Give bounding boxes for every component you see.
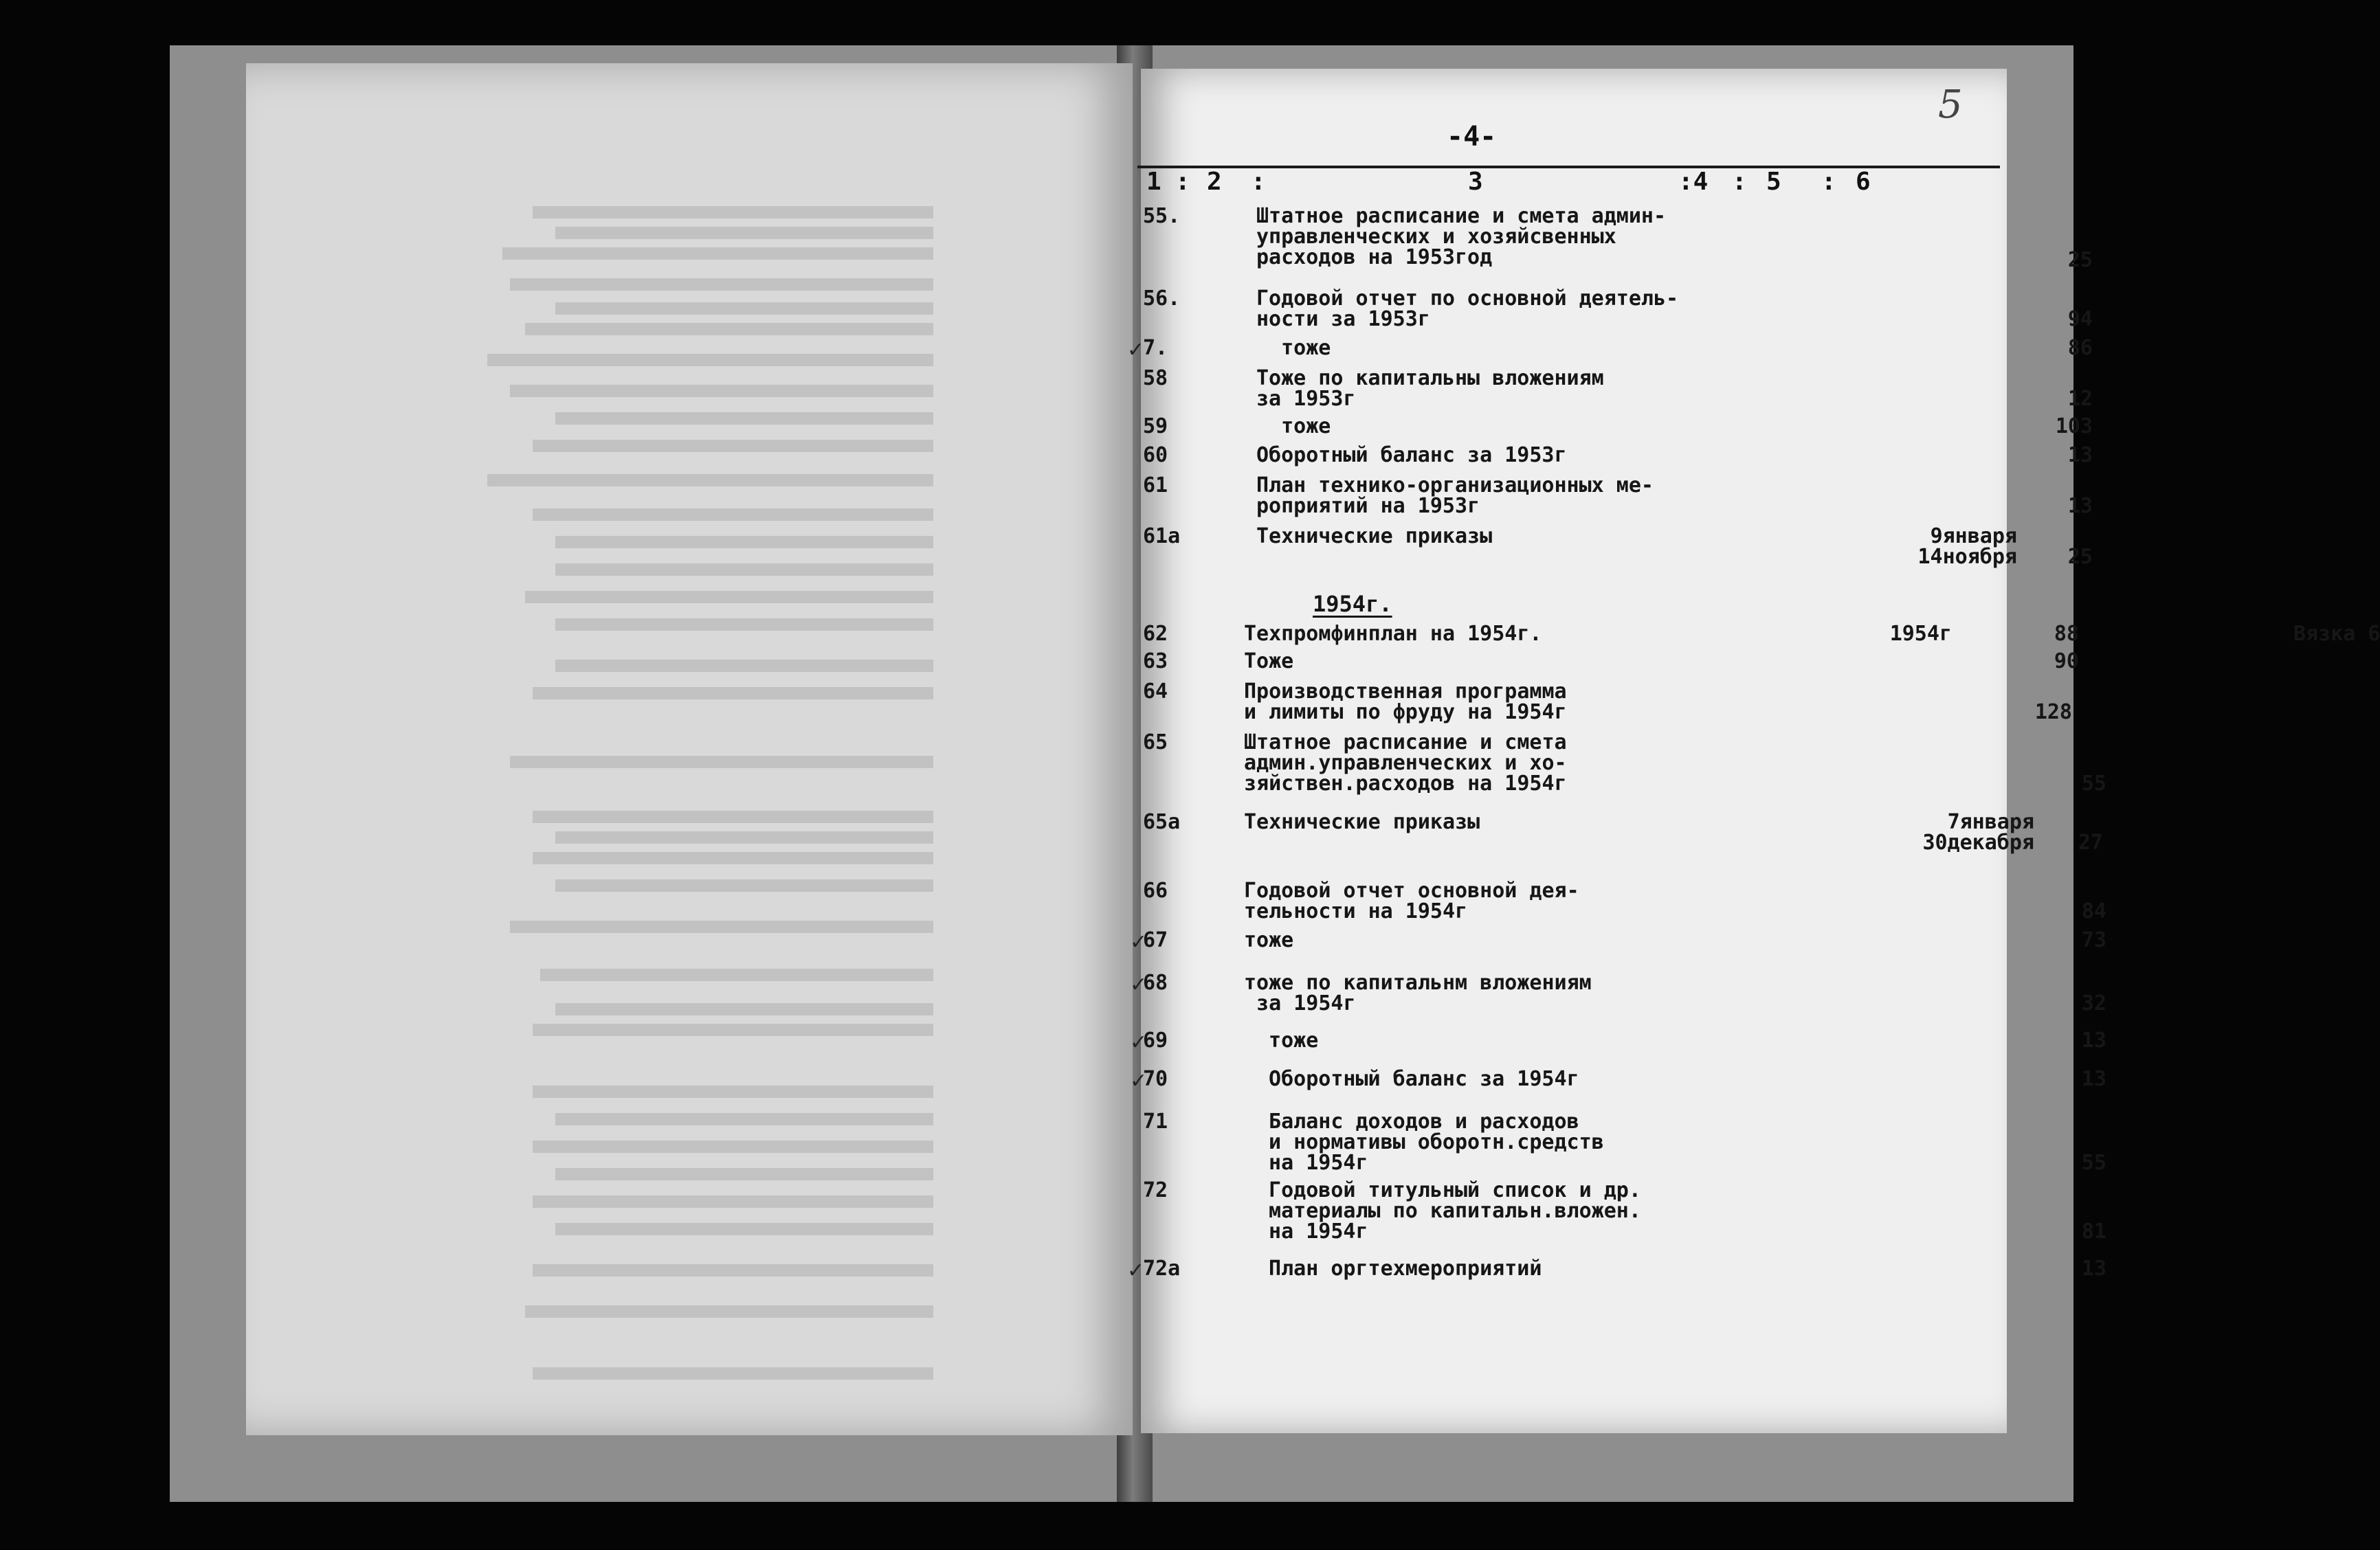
entry-number: 58 xyxy=(1143,366,1168,390)
entry-title: Технические приказы xyxy=(1244,810,1480,834)
entry-number: 72а xyxy=(1143,1257,1181,1281)
entry-sheet-count: 55 xyxy=(2081,1151,2106,1175)
check-mark-icon: ✓ xyxy=(1130,930,1148,954)
column-header: 3 xyxy=(1468,168,1483,196)
entry-sheet-count: 13 xyxy=(2081,1257,2106,1281)
entry-title: Тоже по капитальны вложениям за 1953г xyxy=(1256,366,1604,411)
bleed-through-line xyxy=(555,227,933,239)
page-number: -4- xyxy=(1447,121,1497,153)
entry-number: 71 xyxy=(1143,1110,1168,1134)
bleed-through-line xyxy=(555,660,933,672)
entry-sheet-count: 103 xyxy=(2055,414,2093,438)
entry-number: 61а xyxy=(1143,524,1181,548)
bleed-through-line xyxy=(533,1195,933,1208)
entry-number: 62 xyxy=(1143,622,1168,646)
entry-title: тоже xyxy=(1256,414,1331,438)
bleed-through-line xyxy=(555,879,933,892)
bleed-through-line xyxy=(487,474,933,486)
entry-dates: 1954г xyxy=(1889,622,1952,646)
entry-sheet-count: 13 xyxy=(2067,494,2093,518)
column-header: 2 xyxy=(1207,168,1222,196)
archive-sheet-number: 5 xyxy=(1938,82,1963,127)
entry-number: 56. xyxy=(1143,287,1181,311)
bleed-through-line xyxy=(510,278,933,291)
entry-number: 67 xyxy=(1143,928,1168,952)
bleed-through-line xyxy=(555,1168,933,1180)
entry-sheet-count: 128 xyxy=(2034,700,2072,724)
entry-sheet-count: 25 xyxy=(2067,248,2093,272)
bleed-through-line xyxy=(533,440,933,452)
check-mark-icon: ✓ xyxy=(1127,1259,1145,1283)
entry-sheet-count: 86 xyxy=(2067,336,2093,360)
entry-dates: 9января 14ноября xyxy=(1917,524,2017,569)
entry-note: Вязка 6 xyxy=(2293,622,2380,646)
header-rule xyxy=(1137,166,2000,168)
entry-sheet-count: 94 xyxy=(2067,307,2093,331)
bleed-through-line xyxy=(555,1113,933,1125)
entry-title: Оборотный баланс за 1954г xyxy=(1256,1067,1579,1091)
entry-number: 70 xyxy=(1143,1067,1168,1091)
entry-title: Тоже xyxy=(1244,649,1294,673)
bleed-through-line xyxy=(510,385,933,397)
entry-sheet-count: 90 xyxy=(2054,649,2079,673)
entry-number: 60 xyxy=(1143,443,1168,467)
check-mark-icon: ✓ xyxy=(1130,1031,1148,1055)
bleed-through-line xyxy=(533,811,933,823)
column-header: : xyxy=(1251,168,1266,196)
bleed-through-line xyxy=(555,1223,933,1235)
entry-dates: 7января 30декабря xyxy=(1922,810,2034,855)
bleed-through-line xyxy=(533,1024,933,1036)
bleed-through-line xyxy=(533,1367,933,1380)
column-header: 5 xyxy=(1766,168,1781,196)
entry-title: Производственная программа и лимиты по фруду на 1954г xyxy=(1244,679,1567,724)
bleed-through-line xyxy=(487,354,933,366)
entry-number: 63 xyxy=(1143,649,1168,673)
check-mark-icon: ✓ xyxy=(1130,1069,1148,1093)
entry-title: тоже xyxy=(1244,928,1294,952)
bleed-through-line xyxy=(525,323,933,335)
bleed-through-line xyxy=(555,618,933,631)
entry-title: Техпромфинплан на 1954г. xyxy=(1244,622,1542,646)
entry-number: 65а xyxy=(1143,810,1181,834)
bleed-through-line xyxy=(533,1141,933,1153)
column-header: :4 xyxy=(1678,168,1709,196)
bleed-through-line xyxy=(502,247,933,260)
bleed-through-line xyxy=(525,1305,933,1318)
bleed-through-line xyxy=(510,921,933,933)
entry-number: 65 xyxy=(1143,730,1168,754)
entry-number: 61 xyxy=(1143,473,1168,497)
entry-sheet-count: 27 xyxy=(2078,831,2103,855)
bleed-through-line xyxy=(510,756,933,768)
bleed-through-line xyxy=(555,831,933,844)
entry-sheet-count: 13 xyxy=(2081,1067,2106,1091)
bleed-through-line xyxy=(533,1264,933,1277)
entry-number: 7. xyxy=(1143,336,1168,360)
bleed-through-line xyxy=(533,508,933,521)
bleed-through-line xyxy=(533,852,933,864)
bleed-through-line xyxy=(533,687,933,699)
check-mark-icon: ✓ xyxy=(1130,973,1148,997)
entry-number: 68 xyxy=(1143,971,1168,995)
entry-sheet-count: 13 xyxy=(2067,443,2093,467)
column-header: : xyxy=(1175,168,1190,196)
entry-number: 55. xyxy=(1143,204,1181,228)
bleed-through-line xyxy=(533,206,933,218)
entry-number: 66 xyxy=(1143,879,1168,903)
bleed-through-line xyxy=(525,591,933,603)
left-page-verso xyxy=(246,63,1133,1435)
entry-sheet-count: 88 xyxy=(2054,622,2079,646)
entry-title: Годовой титульный список и др. материалы по капитальн.вложен. на 1954г xyxy=(1269,1178,1641,1244)
entry-number: 64 xyxy=(1143,679,1168,704)
column-header: : xyxy=(1732,168,1747,196)
column-header: 1 xyxy=(1146,168,1161,196)
entry-title: тоже по капитальнм вложениям за 1954г xyxy=(1244,971,1592,1015)
entry-title: Баланс доходов и расходов и нормативы оборотн.средств на 1954г xyxy=(1269,1110,1604,1175)
year-heading: 1954г. xyxy=(1313,591,1392,617)
entry-title: Оборотный баланс за 1953г xyxy=(1256,443,1567,467)
entry-sheet-count: 81 xyxy=(2081,1220,2106,1244)
column-header: : xyxy=(1821,168,1836,196)
entry-title: тоже xyxy=(1256,336,1331,360)
entry-sheet-count: 73 xyxy=(2081,928,2106,952)
entry-title: тоже xyxy=(1256,1029,1319,1053)
entry-number: 59 xyxy=(1143,414,1168,438)
entry-sheet-count: 25 xyxy=(2067,545,2093,569)
entry-number: 72 xyxy=(1143,1178,1168,1202)
entry-title: План оргтехмероприятий xyxy=(1256,1257,1542,1281)
entry-title: Технические приказы xyxy=(1256,524,1493,548)
entry-title: Штатное расписание и смета админ- управленческих и хозяйсвенных расходов на 1953год xyxy=(1256,204,1667,269)
entry-sheet-count: 84 xyxy=(2081,899,2106,923)
entry-sheet-count: 55 xyxy=(2081,772,2106,796)
bleed-through-line xyxy=(555,1003,933,1015)
entry-sheet-count: 32 xyxy=(2081,991,2106,1015)
bleed-through-line xyxy=(555,536,933,548)
entry-sheet-count: 13 xyxy=(2081,1029,2106,1053)
bleed-through-line xyxy=(533,1086,933,1098)
check-mark-icon: ✓ xyxy=(1127,338,1145,362)
entry-sheet-count: 12 xyxy=(2067,387,2093,411)
bleed-through-line xyxy=(555,302,933,315)
entry-title: Штатное расписание и смета админ.управленческих и хо- зяйствен.расходов на 1954г xyxy=(1244,730,1567,796)
bleed-through-line xyxy=(555,412,933,425)
entry-title: Годовой отчет основной дея- тельности на 1954г xyxy=(1244,879,1579,923)
entry-title: Годовой отчет по основной деятель- ности за 1953г xyxy=(1256,287,1679,331)
entry-title: План технико-организационных ме- роприятий на 1953г xyxy=(1256,473,1654,518)
entry-number: 69 xyxy=(1143,1029,1168,1053)
column-header: 6 xyxy=(1856,168,1871,196)
bleed-through-line xyxy=(540,969,933,981)
bleed-through-line xyxy=(555,563,933,576)
